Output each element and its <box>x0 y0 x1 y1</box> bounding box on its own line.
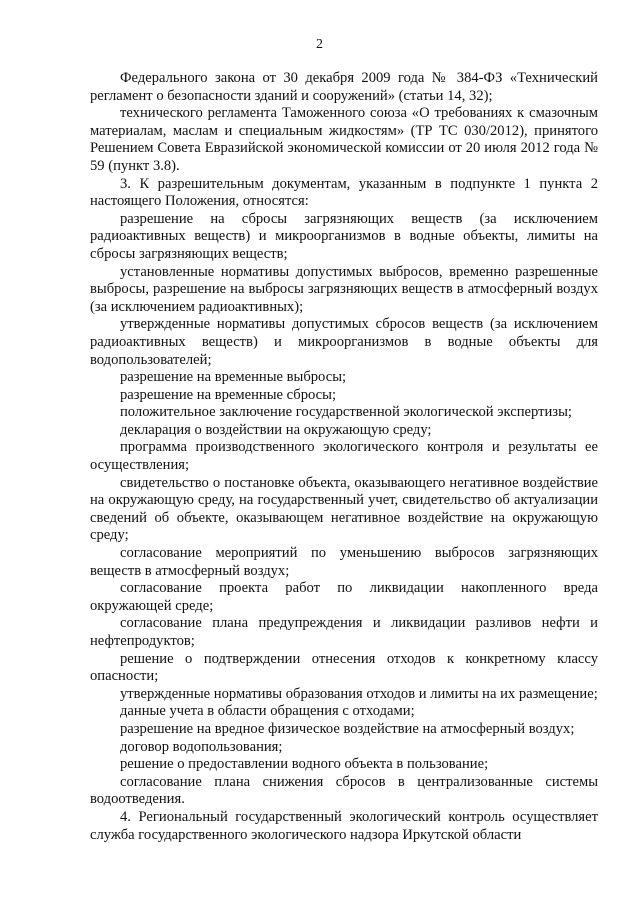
list-item: утвержденные нормативы образования отходов и лимиты на их размещение; <box>120 685 598 702</box>
list-item: согласование мероприятий по уменьшению выбросов загрязняющих веществ в атмосферный воздух; <box>90 545 598 579</box>
paragraph-tr-ts-030: технического регламента Таможенного союза «О требованиях к смазочным материалам, маслам и специальным жидкостям» (ТР ТС 030/2012), принятого Решением Совета Евразийской экономической комиссии от 20 июля 2012 года № 59 (пункт 3.8). <box>90 105 598 174</box>
paragraph-section-4: 4. Региональный государственный экологический контроль осуществляет служба государственного экологического надзора Иркутской области <box>90 808 598 843</box>
list-item: утвержденные нормативы допустимых сбросов веществ (за исключением радиоактивных веществ) и микроорганизмов в водные объекты для водопользователей; <box>90 316 598 368</box>
paragraph-section-3: 3. К разрешительным документам, указанным в подпункте 1 пункта 2 настоящего Положения, относятся: <box>90 175 598 210</box>
list-item: решение о предоставлении водного объекта в пользование; <box>120 756 489 773</box>
list-item: свидетельство о постановке объекта, оказывающего негативное воздействие на окружающую среду, на государственный учет, свидетельство об актуализации сведений об объекте, оказывающем негативное воздействие на окружающую среду; <box>90 474 598 544</box>
document-body <box>90 70 598 844</box>
paragraph-law-384: Федерального закона от 30 декабря 2009 года № 384-ФЗ «Технический регламент о безопасности зданий и сооружений» (статьи 14, 32); <box>90 70 598 104</box>
list-item: согласование проекта работ по ликвидации накопленного вреда окружающей среде; <box>90 580 598 614</box>
list-item: решение о подтверждении отнесения отходов к конкретному классу опасности; <box>90 650 598 685</box>
list-item: согласование плана предупреждения и ликвидации разливов нефти и нефтепродуктов; <box>90 615 598 649</box>
list-item: декларация о воздействии на окружающую среду; <box>120 421 432 438</box>
list-item: положительное заключение государственной экологической экспертизы; <box>120 404 572 421</box>
list-item: программа производственного экологического контроля и результаты ее осуществления; <box>90 439 598 474</box>
list-item: разрешение на временные выбросы; <box>120 369 347 386</box>
list-item: разрешение на сбросы загрязняющих веществ (за исключением радиоактивных веществ) и микроорганизмов в водные объекты, лимиты на сбросы загрязняющих веществ; <box>90 210 598 262</box>
list-item: установленные нормативы допустимых выбросов, временно разрешенные выбросы, разрешение на выбросы загрязняющих веществ в атмосферный воздух (за исключением радиоактивных); <box>90 263 598 315</box>
list-item: разрешение на вредное физическое воздействие на атмосферный воздух; <box>120 720 575 737</box>
list-item: данные учета в области обращения с отходами; <box>120 703 415 720</box>
page-number: 2 <box>316 37 323 52</box>
list-item: договор водопользования; <box>120 738 283 755</box>
list-item: согласование плана снижения сбросов в централизованные системы водоотведения. <box>90 773 598 808</box>
list-item: разрешение на временные сбросы; <box>120 386 337 403</box>
